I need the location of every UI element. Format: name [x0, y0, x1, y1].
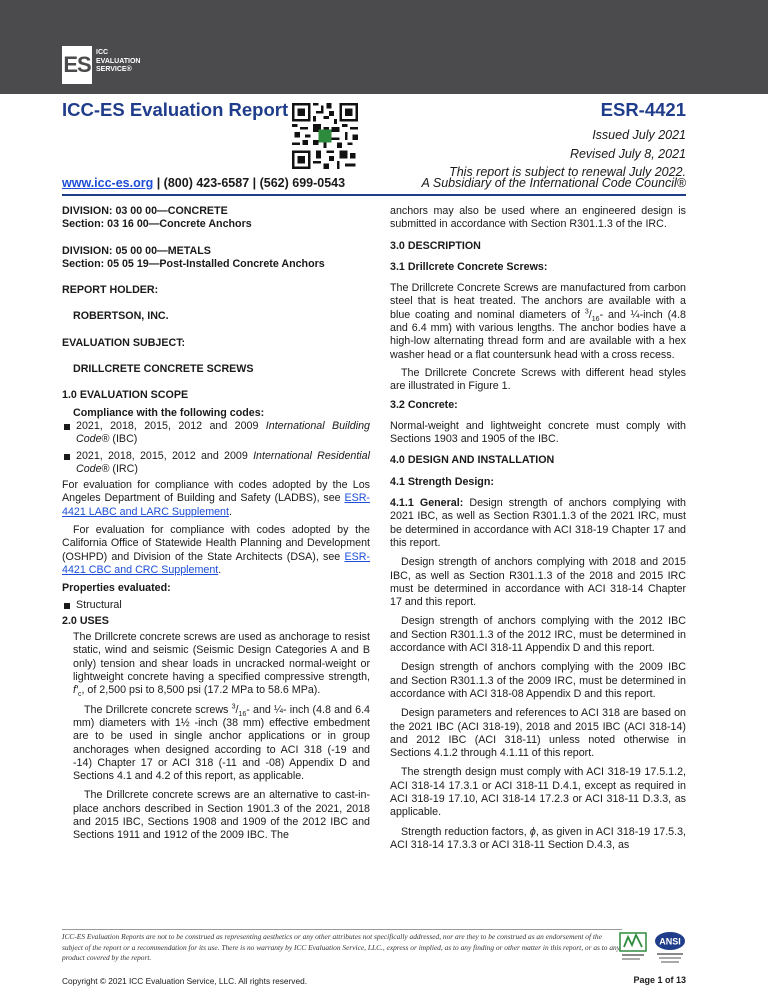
- ladbs-end: .: [228, 505, 232, 518]
- fraction-numerator: 3: [231, 703, 236, 711]
- section-3-2-paragraph: Normal-weight and lightweight concrete must comply with Sections 1903 and 1905 of the IBC.: [390, 419, 686, 446]
- left-column: [62, 205, 370, 843]
- logo-line-3: SERVICE®: [96, 66, 132, 73]
- dsa-supplement-link[interactable]: ESR-4421 CBC and CRC Supplement: [62, 550, 370, 576]
- division-05: DIVISION: 05 00 00—METALS: [62, 244, 211, 257]
- subsidiary-note: A Subsidiary of the International Code Council®: [421, 176, 686, 190]
- website-link[interactable]: www.icc-es.org: [62, 176, 154, 190]
- ibc-name: International Building Code: [76, 419, 370, 446]
- right-column: [390, 205, 686, 852]
- section-3-1-paragraph: The Drillcrete Concrete Screws are manufactured from carbon steel that is heat treated. The anchors are available with a blue coating and nominal diameters of $^3/_{16}-$ and ¼-inch (4.8 and 6.4 mm) with various lengths. The anchor bodies have a high-low alternating thread form and are available with a hex washer head or a flat countersunk head with a cross recess.: [390, 282, 686, 361]
- paragraph-reduction-factors: [390, 826, 686, 853]
- figure-reference-paragraph: The Drillcrete Concrete Screws with different head styles are illustrated in Figure 1.: [390, 366, 686, 393]
- report-holder-label: REPORT HOLDER:: [62, 284, 159, 297]
- bullet-square-icon: [64, 454, 70, 460]
- logo-line-2: EVALUATION: [96, 57, 141, 65]
- section-4-1-1-paragraph: [390, 497, 686, 550]
- p31-end: - and ¼-inch (4.8 and 6.4 mm) with various lengths. The anchor bodies have a high-low alternating thread form and are available with a hex washer head or a flat countersunk head with a cross recess.: [390, 308, 686, 361]
- paragraph-2009: Design strength of anchors complying with the 2009 IBC and Section R301.1.3 of the 2009 IRC, must be determined in accordance with ACI 318-08 Appendix D and this report.: [390, 661, 686, 700]
- ladbs-text: For evaluation for compliance with codes adopted by the Los Angeles Department of Building and Safety (LADBS), see: [62, 479, 370, 505]
- scope-heading: 1.0 EVALUATION SCOPE: [62, 389, 189, 402]
- uses-paragraph-3: The Drillcrete concrete screws are an alternative to cast-in-place anchors described in Section 1901.3 of the 2021, 2018 and 2015 IBC, Sections 1908 and 1909 of the 2012 IBC and Sections 1911 and 1912 of the 2009 IBC. The: [73, 789, 370, 842]
- paragraph-design-parameters: Design parameters and references to ACI 318 are based on the 2021 IBC (ACI 318-19), 2018 and 2015 IBC (ACI 318-14) and 2012 IBC (ACI 318-11) unless noted otherwise in Sections 4.1.2 through 4.1.11 of this report.: [390, 707, 686, 760]
- issued-date: Issued July 2021: [592, 128, 686, 142]
- description-heading: 3.0 DESCRIPTION: [390, 239, 481, 252]
- code-item-irc: [62, 450, 370, 477]
- section-03: Section: 03 16 00—Concrete Anchors: [62, 218, 252, 231]
- evaluation-subject: DRILLCRETE CONCRETE SCREWS: [73, 363, 254, 376]
- section-3-2-heading: 3.2 Concrete:: [390, 398, 458, 411]
- icc-es-logo: [62, 46, 140, 84]
- division-03: DIVISION: 03 00 00—CONCRETE: [62, 205, 228, 217]
- uses-p2-text: The Drillcrete concrete screws: [84, 703, 232, 716]
- bullet-square-icon: [64, 424, 70, 430]
- dsa-paragraph: [62, 524, 370, 577]
- logo-mark: ES: [62, 46, 92, 84]
- qr-code-icon: [292, 103, 358, 169]
- evaluation-subject-label: EVALUATION SUBJECT:: [62, 336, 186, 349]
- accreditation-badges-icon: [618, 929, 688, 969]
- uses-p1-text: The Drillcrete concrete screws are used as anchorage to resist static, wind and seismic (Seismic Design Categories A and B only) tension and shear loads in uncracked normal-weight or lightweight concrete having a specified compressive strength,: [73, 631, 370, 684]
- paragraph-strength-design: The strength design must comply with ACI 318-19 17.5.1.2, ACI 318-14 17.3.1 or ACI 318-11 D.4.1, except as required in ACI 318-19 17.10, ACI 318-14 17.2.3 or ACI 318-11 D.3.3, as applicable.: [390, 766, 686, 819]
- section-4-1-heading: 4.1 Strength Design:: [390, 475, 494, 488]
- fc-symbol: f′: [73, 684, 78, 697]
- uses-p1-end: , of 2,500 psi to 8,500 psi (17.2 MPa to 58.6 MPa).: [81, 684, 321, 697]
- irc-years: 2021, 2018, 2015, 2012 and 2009: [76, 449, 254, 462]
- continued-paragraph: anchors may also be used where an engineered design is submitted in accordance with Section R301.1.3 of the IRC.: [390, 205, 686, 231]
- footer-rule: [62, 929, 622, 930]
- design-heading: 4.0 DESIGN AND INSTALLATION: [390, 454, 555, 467]
- irc-name: International Residential Code: [76, 449, 370, 475]
- p411-text: Design strength of anchors complying with 2021 IBC, as well as Section R301.1.3 of the 2021 IRC, must be determined in accordance with ACI 318-19 Chapter 17 and this report.: [390, 497, 686, 549]
- section-05: Section: 05 05 19—Post-Installed Concrete Anchors: [62, 257, 325, 270]
- revised-date: Revised July 8, 2021: [569, 146, 686, 161]
- renewal-note: This report is subject to renewal July 2022.: [449, 165, 686, 179]
- contact-line: [62, 176, 345, 190]
- fc-subscript: c: [77, 691, 82, 699]
- uses-paragraph-2: The Drillcrete concrete screws $^3/_{16}-$ and ¼- inch (4.8 and 6.4 mm) diameters with 1½ -inch (38 mm) effective embedment are to be used in single anchor applications or in group anchorages when designed according to ACI 318 (-19 and -14) Chapter 17 or ACI 318 (-11 and -08) Appendix D and Sections 4.1 and 4.2 of this report, as applicable.: [73, 703, 371, 783]
- code-item-ibc: [62, 420, 370, 447]
- phone-numbers: | (800) 423-6587 | (562) 699-0543: [153, 176, 346, 190]
- section-3-1-heading: 3.1 Drillcrete Concrete Screws:: [390, 260, 548, 273]
- uses-paragraph-1: [62, 631, 370, 697]
- ansi-badge-text: ANSI: [659, 936, 681, 947]
- pred-end: , as given in ACI 318-19 17.5.3, ACI 318-14 17.3.3 or ACI 318-11 Section D.4.3, as: [390, 825, 686, 851]
- issue-dates: [449, 126, 686, 182]
- ibc-abbrev: ® (IBC): [101, 433, 138, 446]
- page-number: Page 1 of 13: [633, 975, 686, 985]
- header-rule: [62, 194, 686, 196]
- compliance-label: Compliance with the following codes:: [73, 406, 265, 419]
- fraction-numerator: 3: [584, 308, 589, 316]
- bullet-square-icon: [64, 603, 70, 609]
- logo-line-1: ICC: [96, 49, 109, 56]
- report-title: ICC-ES Evaluation Report: [62, 99, 289, 120]
- uses-p2-end: - and ¼- inch (4.8 and 6.4 mm) diameters with 1½ -inch (38 mm) effective embedment are to be used in single anchor applications or in group anchorages when designed according to ACI 318 (-19 and -14) Chapter 17 or ACI 318 (-11 and -08) Appendix D and Sections 4.1 and 4.2 of this report, as applicable.: [73, 703, 371, 783]
- uses-heading: 2.0 USES: [62, 614, 109, 627]
- footer-disclaimer: ICC-ES Evaluation Reports are not to be construed as representing aesthetics or any other attributes not specifically addressed, nor are they to be construed as an endorsement of the subject of the report or a recommendation for its use. There is no warranty by ICC Evaluation Service, LLC., express or implied, as to any finding or other matter in this report, or as to any product covered by the report.: [62, 932, 621, 962]
- phi-symbol: ϕ: [529, 825, 536, 838]
- dsa-text: For evaluation for compliance with codes adopted by the California Office of Statewide Health Planning and Development (OSHPD) and Division of the State Architects (DSA), see: [62, 524, 370, 563]
- ladbs-paragraph: [62, 479, 370, 519]
- fraction-denominator: 16: [591, 315, 600, 323]
- logo-text: [96, 49, 140, 75]
- property-item: [62, 599, 370, 612]
- irc-abbrev: ® (IRC): [101, 462, 138, 475]
- p31-text: The Drillcrete Concrete Screws are manufactured from carbon steel that is heat treated. The anchors are available with a blue coating and nominal diameters of: [390, 282, 686, 321]
- fraction-denominator: 16: [238, 710, 247, 718]
- property-structural: Structural: [76, 598, 122, 611]
- pred-text: Strength reduction factors,: [401, 825, 530, 838]
- ladbs-supplement-link[interactable]: ESR-4421 LABC and LARC Supplement: [62, 492, 370, 518]
- properties-label: Properties evaluated:: [62, 582, 171, 595]
- report-number: ESR-4421: [600, 99, 686, 120]
- copyright-notice: Copyright © 2021 ICC Evaluation Service, LLC. All rights reserved.: [62, 976, 307, 986]
- ibc-years: 2021, 2018, 2015, 2012 and 2009: [76, 419, 266, 432]
- report-holder: ROBERTSON, INC.: [73, 310, 169, 323]
- paragraph-2018: Design strength of anchors complying with 2018 and 2015 IBC, as well as Section R301.1.3 of the 2018 and 2015 IRC must be determined in accordance with ACI 318-14 Chapter 17 and this report.: [390, 556, 686, 609]
- dsa-end: .: [218, 563, 222, 576]
- paragraph-2012: Design strength of anchors complying with the 2012 IBC and Section R301.1.3 of the 2012 IRC, must be determined in accordance with ACI 318-11 Appendix D and this report.: [390, 615, 686, 655]
- section-4-1-1-heading: 4.1.1 General:: [390, 497, 464, 510]
